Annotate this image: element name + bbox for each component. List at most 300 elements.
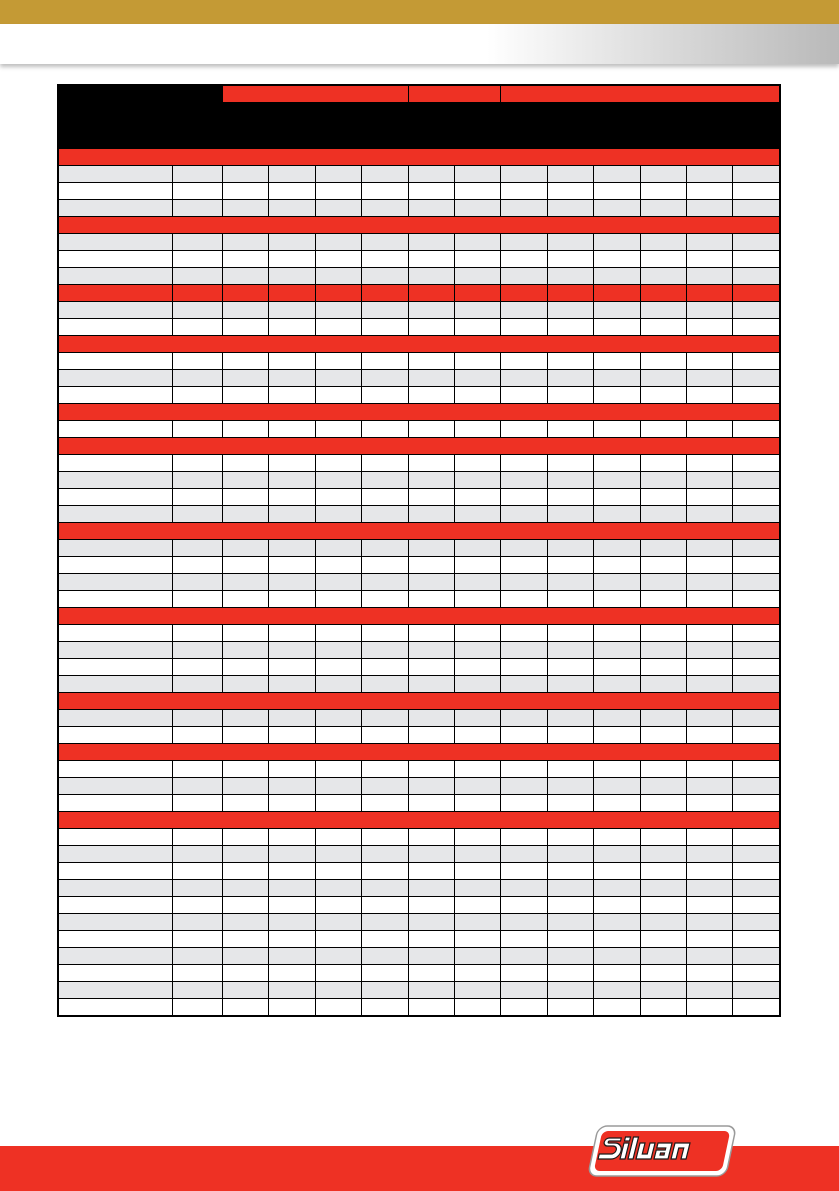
- value-cell: [733, 540, 780, 557]
- value-cell: [223, 948, 269, 965]
- value-cell: [501, 897, 547, 914]
- value-cell: [455, 659, 501, 676]
- value-cell: [547, 897, 593, 914]
- value-cell: [315, 880, 361, 897]
- value-cell: [640, 999, 686, 1016]
- value-cell: [269, 625, 315, 642]
- value-cell: [733, 897, 780, 914]
- model-cell: [59, 710, 173, 727]
- table-row: [59, 557, 780, 574]
- model-cell: [59, 846, 173, 863]
- value-cell: [315, 506, 361, 523]
- value-cell: [547, 829, 593, 846]
- model-cell: [59, 166, 173, 183]
- value-cell: [733, 999, 780, 1016]
- value-cell: [269, 829, 315, 846]
- value-cell: [455, 540, 501, 557]
- value-cell: [362, 880, 408, 897]
- table-row: [59, 727, 780, 744]
- value-cell: [223, 472, 269, 489]
- value-cell: [501, 846, 547, 863]
- value-cell: [501, 557, 547, 574]
- value-cell: [594, 557, 640, 574]
- value-cell: [733, 183, 780, 200]
- value-cell: [594, 319, 640, 336]
- value-cell: [733, 710, 780, 727]
- table-row: [59, 353, 780, 370]
- value-cell: [594, 795, 640, 812]
- value-cell: [640, 591, 686, 608]
- value-cell: [501, 965, 547, 982]
- value-cell: [640, 829, 686, 846]
- model-cell: [59, 557, 173, 574]
- value-cell: [640, 353, 686, 370]
- year-cell: [173, 421, 223, 438]
- header-unit-cell: [362, 134, 408, 149]
- value-cell: [362, 710, 408, 727]
- value-cell: [455, 795, 501, 812]
- section-header-row: [59, 404, 780, 421]
- section-header-cell: [59, 404, 780, 421]
- value-cell: [687, 472, 733, 489]
- value-cell: [640, 387, 686, 404]
- value-cell: [315, 183, 361, 200]
- table-row: [59, 948, 780, 965]
- value-cell: [455, 489, 501, 506]
- value-cell: [455, 829, 501, 846]
- value-cell: [362, 489, 408, 506]
- value-cell: [269, 897, 315, 914]
- value-cell: [547, 489, 593, 506]
- year-cell: [173, 370, 223, 387]
- value-cell: [733, 166, 780, 183]
- model-cell: [59, 387, 173, 404]
- table-row: [59, 506, 780, 523]
- value-cell: [547, 285, 593, 302]
- section-header-row: [59, 523, 780, 540]
- value-cell: [547, 846, 593, 863]
- value-cell: [733, 353, 780, 370]
- year-cell: [173, 999, 223, 1016]
- year-cell: [173, 540, 223, 557]
- value-cell: [501, 574, 547, 591]
- year-cell: [173, 285, 223, 302]
- value-cell: [547, 251, 593, 268]
- value-cell: [315, 659, 361, 676]
- value-cell: [269, 353, 315, 370]
- value-cell: [315, 302, 361, 319]
- value-cell: [594, 676, 640, 693]
- value-cell: [733, 200, 780, 217]
- year-cell: [173, 642, 223, 659]
- value-cell: [501, 591, 547, 608]
- header-model-column: [59, 86, 173, 149]
- model-cell: [59, 506, 173, 523]
- value-cell: [269, 880, 315, 897]
- table-row: [59, 761, 780, 778]
- value-cell: [362, 999, 408, 1016]
- value-cell: [455, 642, 501, 659]
- value-cell: [362, 200, 408, 217]
- value-cell: [594, 506, 640, 523]
- value-cell: [362, 353, 408, 370]
- value-cell: [408, 489, 454, 506]
- value-cell: [687, 795, 733, 812]
- value-cell: [501, 387, 547, 404]
- value-cell: [501, 421, 547, 438]
- year-cell: [173, 795, 223, 812]
- value-cell: [594, 965, 640, 982]
- value-cell: [547, 999, 593, 1016]
- value-cell: [223, 982, 269, 999]
- value-cell: [362, 183, 408, 200]
- value-cell: [455, 302, 501, 319]
- value-cell: [223, 370, 269, 387]
- value-cell: [455, 846, 501, 863]
- value-cell: [455, 370, 501, 387]
- value-cell: [687, 540, 733, 557]
- value-cell: [315, 370, 361, 387]
- value-cell: [547, 625, 593, 642]
- value-cell: [408, 625, 454, 642]
- table-row: [59, 625, 780, 642]
- value-cell: [547, 200, 593, 217]
- table-row: [59, 234, 780, 251]
- value-cell: [362, 625, 408, 642]
- value-cell: [501, 795, 547, 812]
- header-group-2: [408, 86, 501, 103]
- value-cell: [687, 370, 733, 387]
- section-header-cell: [59, 438, 780, 455]
- model-cell: [59, 489, 173, 506]
- value-cell: [362, 455, 408, 472]
- value-cell: [687, 234, 733, 251]
- year-cell: [173, 557, 223, 574]
- value-cell: [687, 642, 733, 659]
- value-cell: [733, 489, 780, 506]
- value-cell: [733, 914, 780, 931]
- table-row: [59, 829, 780, 846]
- header-unit-cell: [640, 134, 686, 149]
- value-cell: [547, 557, 593, 574]
- value-cell: [408, 914, 454, 931]
- value-cell: [547, 676, 593, 693]
- value-cell: [501, 778, 547, 795]
- value-cell: [594, 387, 640, 404]
- value-cell: [315, 829, 361, 846]
- header-group-3: [501, 86, 780, 103]
- value-cell: [223, 676, 269, 693]
- table-row: [59, 659, 780, 676]
- value-cell: [733, 982, 780, 999]
- value-cell: [408, 795, 454, 812]
- value-cell: [362, 166, 408, 183]
- value-cell: [362, 319, 408, 336]
- model-cell: [59, 761, 173, 778]
- model-cell: [59, 183, 173, 200]
- table-row: [59, 880, 780, 897]
- value-cell: [547, 540, 593, 557]
- value-cell: [547, 761, 593, 778]
- table-row: [59, 489, 780, 506]
- model-cell: [59, 302, 173, 319]
- value-cell: [594, 251, 640, 268]
- value-cell: [408, 183, 454, 200]
- value-cell: [594, 472, 640, 489]
- value-cell: [269, 591, 315, 608]
- model-cell: [59, 914, 173, 931]
- value-cell: [501, 166, 547, 183]
- value-cell: [733, 421, 780, 438]
- value-cell: [501, 659, 547, 676]
- value-cell: [640, 506, 686, 523]
- value-cell: [223, 931, 269, 948]
- value-cell: [455, 727, 501, 744]
- value-cell: [547, 880, 593, 897]
- table-row: [59, 897, 780, 914]
- value-cell: [733, 506, 780, 523]
- value-cell: [501, 642, 547, 659]
- value-cell: [269, 795, 315, 812]
- header-column-cell: [315, 103, 361, 134]
- value-cell: [687, 659, 733, 676]
- table-row: [59, 574, 780, 591]
- value-cell: [269, 931, 315, 948]
- table-row: [59, 999, 780, 1016]
- section-header-row: [59, 693, 780, 710]
- value-cell: [594, 285, 640, 302]
- value-cell: [594, 200, 640, 217]
- value-cell: [315, 846, 361, 863]
- value-cell: [269, 710, 315, 727]
- model-cell: [59, 931, 173, 948]
- value-cell: [501, 880, 547, 897]
- value-cell: [733, 642, 780, 659]
- value-cell: [687, 761, 733, 778]
- value-cell: [455, 676, 501, 693]
- value-cell: [501, 676, 547, 693]
- value-cell: [408, 880, 454, 897]
- year-cell: [173, 166, 223, 183]
- header-unit-cell: [269, 134, 315, 149]
- section-header-row: [59, 438, 780, 455]
- value-cell: [687, 489, 733, 506]
- value-cell: [362, 472, 408, 489]
- value-cell: [547, 795, 593, 812]
- value-cell: [269, 302, 315, 319]
- value-cell: [269, 948, 315, 965]
- value-cell: [315, 268, 361, 285]
- value-cell: [362, 846, 408, 863]
- value-cell: [362, 574, 408, 591]
- value-cell: [408, 251, 454, 268]
- value-cell: [408, 302, 454, 319]
- value-cell: [315, 625, 361, 642]
- value-cell: [223, 829, 269, 846]
- header-column-cell: [223, 103, 269, 134]
- value-cell: [547, 659, 593, 676]
- value-cell: [640, 846, 686, 863]
- header-unit-cell: [223, 134, 269, 149]
- value-cell: [362, 931, 408, 948]
- value-cell: [455, 421, 501, 438]
- value-cell: [733, 574, 780, 591]
- value-cell: [547, 710, 593, 727]
- value-cell: [408, 285, 454, 302]
- year-cell: [173, 625, 223, 642]
- value-cell: [315, 472, 361, 489]
- value-cell: [223, 183, 269, 200]
- value-cell: [640, 676, 686, 693]
- value-cell: [455, 183, 501, 200]
- table-row: [59, 200, 780, 217]
- year-cell: [173, 863, 223, 880]
- value-cell: [362, 285, 408, 302]
- value-cell: [455, 166, 501, 183]
- model-cell: [59, 353, 173, 370]
- table-row: [59, 931, 780, 948]
- table-row: [59, 319, 780, 336]
- value-cell: [455, 982, 501, 999]
- value-cell: [687, 268, 733, 285]
- value-cell: [501, 540, 547, 557]
- value-cell: [594, 863, 640, 880]
- value-cell: [269, 778, 315, 795]
- value-cell: [501, 200, 547, 217]
- value-cell: [687, 829, 733, 846]
- value-cell: [223, 506, 269, 523]
- value-cell: [733, 387, 780, 404]
- value-cell: [687, 455, 733, 472]
- table-row: [59, 183, 780, 200]
- value-cell: [640, 778, 686, 795]
- value-cell: [594, 540, 640, 557]
- value-cell: [223, 387, 269, 404]
- table-row: [59, 778, 780, 795]
- value-cell: [594, 982, 640, 999]
- value-cell: [223, 285, 269, 302]
- value-cell: [223, 999, 269, 1016]
- value-cell: [733, 931, 780, 948]
- year-cell: [173, 506, 223, 523]
- header-silver-band: [0, 24, 839, 64]
- value-cell: [640, 370, 686, 387]
- section-header-row: [59, 812, 780, 829]
- header-column-cell: [408, 103, 454, 134]
- value-cell: [640, 421, 686, 438]
- value-cell: [733, 880, 780, 897]
- value-cell: [640, 183, 686, 200]
- value-cell: [687, 319, 733, 336]
- value-cell: [733, 846, 780, 863]
- value-cell: [594, 591, 640, 608]
- year-cell: [173, 982, 223, 999]
- model-cell: [59, 455, 173, 472]
- value-cell: [362, 778, 408, 795]
- value-cell: [547, 506, 593, 523]
- year-cell: [173, 846, 223, 863]
- value-cell: [687, 778, 733, 795]
- value-cell: [362, 727, 408, 744]
- value-cell: [733, 659, 780, 676]
- value-cell: [594, 897, 640, 914]
- value-cell: [362, 897, 408, 914]
- value-cell: [362, 591, 408, 608]
- value-cell: [269, 574, 315, 591]
- value-cell: [315, 387, 361, 404]
- value-cell: [594, 353, 640, 370]
- value-cell: [269, 489, 315, 506]
- value-cell: [733, 370, 780, 387]
- value-cell: [501, 948, 547, 965]
- value-cell: [408, 591, 454, 608]
- header-column-cell: [455, 103, 501, 134]
- value-cell: [640, 642, 686, 659]
- value-cell: [362, 557, 408, 574]
- value-cell: [408, 370, 454, 387]
- value-cell: [640, 863, 686, 880]
- value-cell: [223, 268, 269, 285]
- value-cell: [594, 574, 640, 591]
- value-cell: [594, 710, 640, 727]
- value-cell: [501, 727, 547, 744]
- value-cell: [269, 727, 315, 744]
- year-cell: [173, 353, 223, 370]
- value-cell: [315, 489, 361, 506]
- value-cell: [408, 829, 454, 846]
- header-column-cell: [269, 103, 315, 134]
- value-cell: [733, 268, 780, 285]
- value-cell: [455, 778, 501, 795]
- value-cell: [223, 965, 269, 982]
- value-cell: [362, 948, 408, 965]
- table-row: [59, 166, 780, 183]
- year-cell: [173, 489, 223, 506]
- header-column-cell: [362, 103, 408, 134]
- value-cell: [687, 880, 733, 897]
- value-cell: [687, 676, 733, 693]
- value-cell: [269, 761, 315, 778]
- value-cell: [501, 302, 547, 319]
- value-cell: [547, 455, 593, 472]
- value-cell: [223, 659, 269, 676]
- table-row: [59, 472, 780, 489]
- value-cell: [594, 999, 640, 1016]
- value-cell: [455, 455, 501, 472]
- value-cell: [733, 795, 780, 812]
- value-cell: [269, 183, 315, 200]
- table-row: [59, 846, 780, 863]
- value-cell: [687, 846, 733, 863]
- value-cell: [455, 931, 501, 948]
- value-cell: [408, 897, 454, 914]
- value-cell: [269, 676, 315, 693]
- section-header-cell: [59, 608, 780, 625]
- value-cell: [594, 234, 640, 251]
- value-cell: [455, 234, 501, 251]
- value-cell: [687, 897, 733, 914]
- value-cell: [594, 489, 640, 506]
- model-cell: [59, 659, 173, 676]
- value-cell: [269, 166, 315, 183]
- value-cell: [269, 421, 315, 438]
- value-cell: [362, 829, 408, 846]
- value-cell: [547, 914, 593, 931]
- year-cell: [173, 591, 223, 608]
- value-cell: [223, 353, 269, 370]
- section-header-cell: [59, 336, 780, 353]
- section-header-row: [59, 744, 780, 761]
